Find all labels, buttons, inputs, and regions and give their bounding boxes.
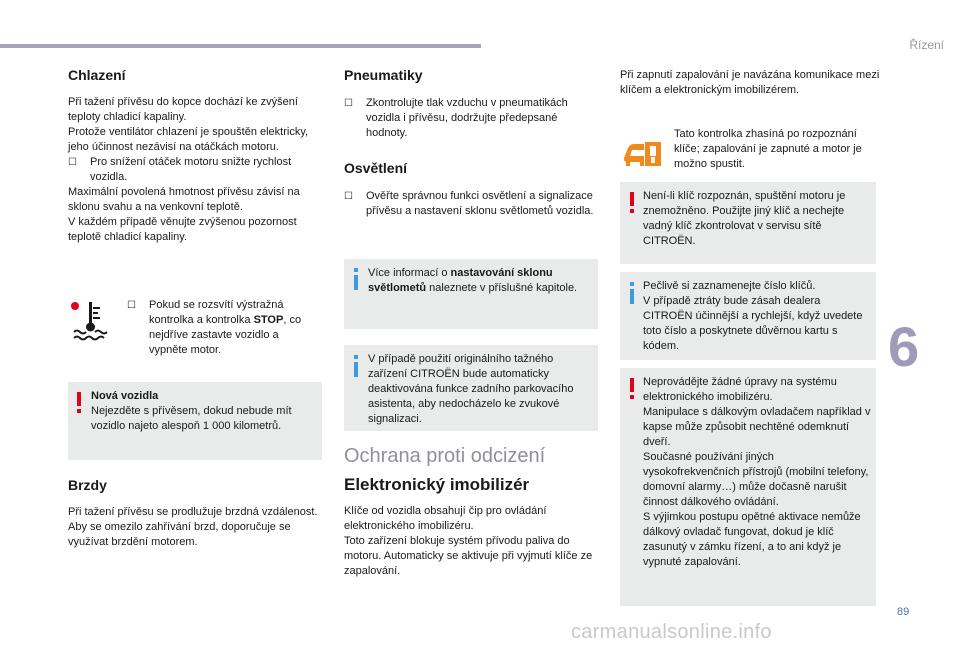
- heading-imobilizer: Elektronický imobilizér: [344, 475, 530, 494]
- paragraph: Aby se omezilo zahřívání brzd, doporučuje se využívat brzdění motorem.: [68, 521, 291, 548]
- heading-ochrana: Ochrana proti odcizení: [344, 445, 546, 467]
- new-vehicle-note: Nová vozidla Nejezděte s přívěsem, dokud nebude mít vozidlo najeto alespoň 1 000 kilometrů.: [91, 390, 292, 432]
- headlamp-info-note: Více informací o nastavování sklonu světlometů naleznete v příslušné kapitole.: [368, 267, 578, 294]
- column-1: [68, 68, 324, 245]
- paragraph: Protože ventilátor chlazení je spouštěn elektricky, jeho účinnost nezávisí na otáčkách motoru.: [68, 126, 309, 153]
- checkbox-bullet-icon: ☐: [344, 98, 353, 109]
- coolant-temperature-icon: [70, 298, 114, 344]
- coolant-warning-note: ☐ Pokud se rozsvítí výstražná kontrolka a kontrolka STOP, co nejdříve zastavte vozidlo a vypněte motor.: [127, 299, 302, 356]
- exclamation-warning-icon: [626, 192, 638, 214]
- key-warning-note: Není-li klíč rozpoznán, spuštění motoru je znemožněno. Použijte jiný klíč a nechejte vadný klíč zkontrolovat v servisu sítě CITROËN.: [643, 190, 846, 247]
- exclamation-warning-icon: [73, 392, 85, 414]
- watermark: carmanualsonline.info: [571, 621, 772, 643]
- list-item: ☐ Pro snížení otáček motoru snižte rychlost vozidla.: [68, 156, 292, 183]
- osvetleni-section: [344, 161, 598, 219]
- heading-pneumatiky: Pneumatiky: [344, 67, 423, 83]
- list-item: ☐ Ověřte správnou funkci osvětlení a signalizace přívěsu a nastavení sklonu světlometů vozidla.: [344, 190, 594, 217]
- lamp-description: Tato kontrolka zhasíná po rozpoznání klíče; zapalování je zapnuté a motor je možno spustit.: [674, 128, 862, 170]
- checkbox-bullet-icon: ☐: [68, 157, 77, 168]
- info-icon: [351, 355, 361, 377]
- heading-chlazeni: Chlazení: [68, 67, 126, 83]
- towing-info-note: V případě použití originálního tažného zařízení CITROËN bude automaticky deaktivována funkce zadního parkovacího asistenta, aby nedocházelo ke zvukové signalizaci.: [368, 353, 574, 425]
- paragraph: V každém případě věnujte zvýšenou pozornost teplotě chladicí kapaliny.: [68, 216, 297, 243]
- checkbox-bullet-icon: ☐: [127, 300, 136, 311]
- section-title: Řízení: [909, 38, 944, 52]
- list-item: ☐ Zkontrolujte tlak vzduchu v pneumatikách vozidla i přívěsu, dodržujte předepsané hodnoty.: [344, 97, 568, 139]
- brzdy-section: [68, 478, 324, 550]
- pneumatiky-section: [344, 68, 598, 141]
- heading-brzdy: Brzdy: [68, 477, 107, 493]
- ochrana-section: [344, 445, 598, 579]
- key-car-immobiliser-icon: [622, 138, 662, 170]
- immobiliser-intro: Při zapnutí zapalování je navázána komunikace mezi klíčem a elektronickým imobilizérem.: [620, 69, 880, 96]
- heading-osvetleni: Osvětlení: [344, 160, 408, 176]
- paragraph: Maximální povolená hmotnost přívěsu závisí na sklonu svahu a na venkovní teplotě.: [68, 186, 300, 213]
- paragraph: Toto zařízení blokuje systém přívodu paliva do motoru. Automaticky se aktivuje při vyjmutí klíče ze zapalování.: [344, 535, 593, 577]
- info-icon: [351, 268, 361, 290]
- info-icon: [627, 282, 637, 304]
- page-number: 89: [897, 606, 910, 618]
- key-number-info-note: Pečlivě si zaznamenejte číslo klíčů. V případě ztráty bude zásah dealera CITROËN účinnější a rychlejší, když uvedete toto číslo a poskytnete důvěrnou kartu s kódem.: [643, 280, 863, 352]
- paragraph: Při tažení přívěsu do kopce dochází ke zvýšení teploty chladicí kapaliny.: [68, 96, 298, 123]
- modifications-warning-note: Neprovádějte žádné úpravy na systému elektronického imobilizéru. Manipulace s dálkovým ovladačem například v kapse může způsobit nechtěné odemknutí dveří. Současné používání jiných vysokofrekvenčních přístrojů (mobilní telefony, domovní alarmy…) může dočasně narušit činnost dálkového ovládání. S výjimkou postupu opětné aktivace nemůže dálkový ovladač fungovat, dokud je klíč zasunutý v zámku řízení, a to ani když je vypnuté zapalování.: [643, 376, 871, 568]
- paragraph: Klíče od vozidla obsahují čip pro ovládání elektronického imobilizéru.: [344, 505, 547, 532]
- exclamation-warning-icon: [626, 378, 638, 400]
- paragraph: Při tažení přívěsu se prodlužuje brzdná vzdálenost.: [68, 506, 318, 518]
- header-rule: [0, 44, 481, 48]
- checkbox-bullet-icon: ☐: [344, 191, 353, 202]
- chapter-number: 6: [888, 315, 920, 378]
